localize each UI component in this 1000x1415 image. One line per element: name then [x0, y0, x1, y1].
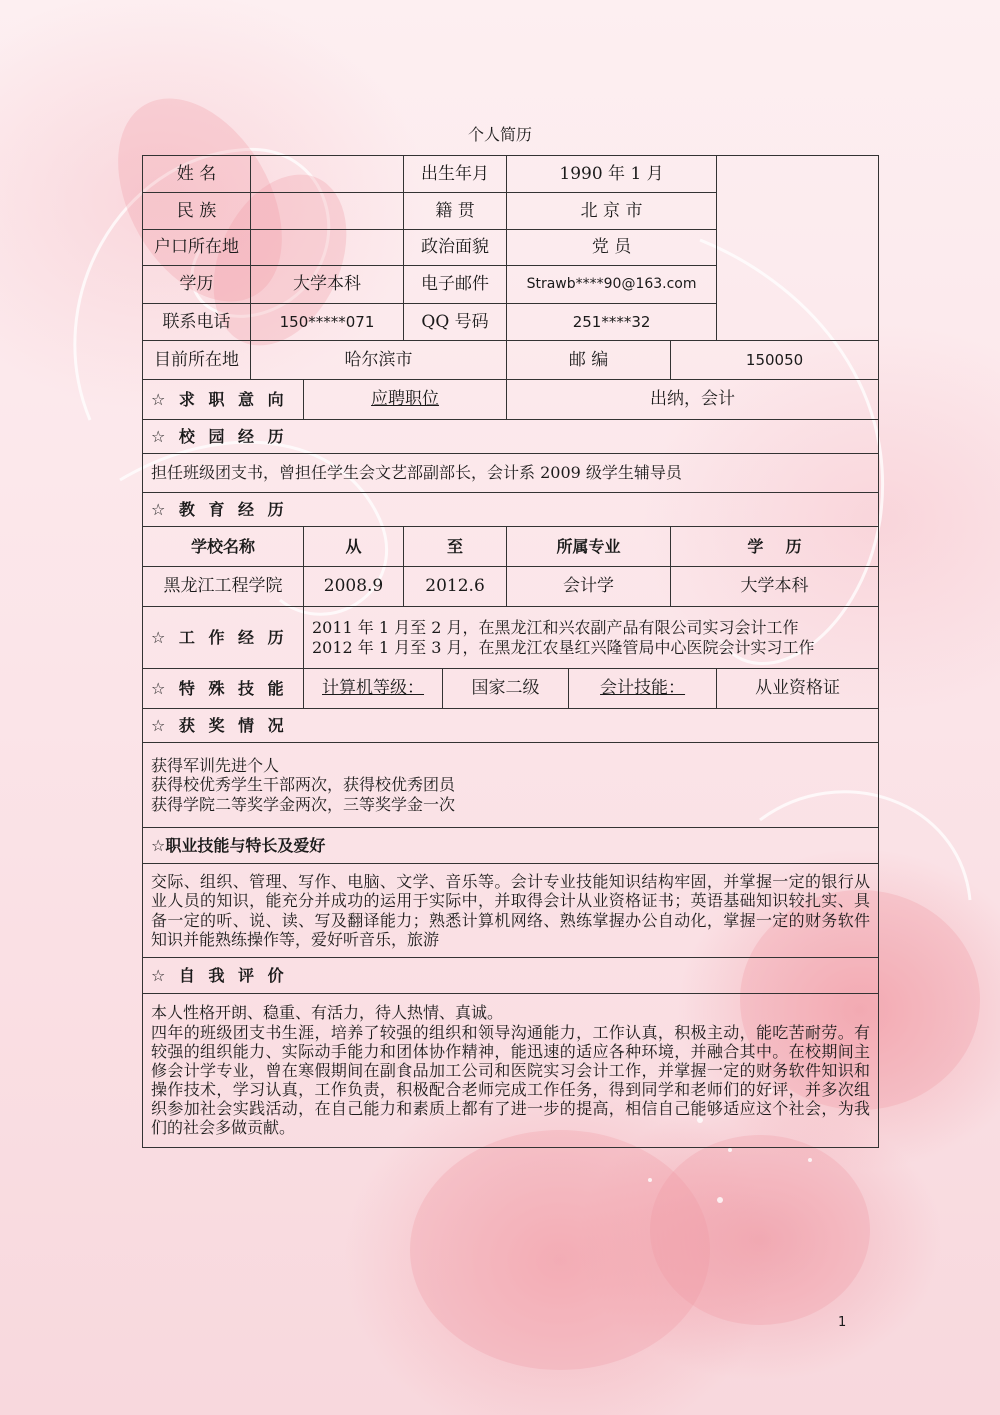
edu-header-from: 从 — [304, 527, 404, 567]
page-number: 1 — [838, 1315, 847, 1330]
hukou-value — [251, 230, 404, 266]
work-heading: ☆ 工 作 经 历 — [143, 607, 304, 669]
self-lines — [143, 994, 879, 1148]
row-awards-heading — [143, 709, 879, 743]
education-label: 学历 — [143, 266, 251, 304]
political-label: 政治面貌 — [404, 230, 507, 266]
awards-heading: ☆ 获 奖 情 况 — [143, 709, 879, 743]
hobbies-text: 交际、组织、管理、写作、电脑、文学、音乐等。会计专业技能知识结构牢固，并掌握一定的银行从业人员的知识，能充分并成功的运用于实际中，并取得会计从业资格证书；英语基础知识较扎实、具备一定的听、说、读、写及翻译能力；熟悉计算机网络、熟练掌握办公自动化，掌握一定的财务软件知识并能熟练操作等，爱好听音乐，旅游 — [143, 864, 879, 958]
row-education-heading — [143, 493, 879, 527]
self-line: 本人性格开朗、稳重、有活力，待人热情、真诚。 — [151, 1003, 504, 1023]
row-hobbies-text — [143, 864, 879, 958]
row-hobbies-heading — [143, 828, 879, 864]
edu-to: 2012.6 — [404, 567, 507, 607]
page-title: 个人简历 — [467, 125, 532, 144]
accounting-label: 会计技能： — [569, 669, 717, 709]
campus-text: 担任班级团支书，曾担任学生会文艺部副部长，会计系 2009 级学生辅导员 — [143, 454, 879, 493]
edu-degree: 大学本科 — [671, 567, 879, 607]
qq-label: QQ 号码 — [404, 304, 507, 341]
row-skills — [143, 669, 879, 709]
row-self-text — [143, 994, 879, 1148]
self-line: 四年的班级团支书生涯，培养了较强的组织和领导沟通能力，工作认真，积极主动，能吃苦耐劳。有较强的组织能力、实际动手能力和团体协作精神，能迅速的适应各种环境，并融合其中。在校期间主修会计学专业，曾在寒假期间在副食品加工公司和医院实习会计工作，并掌握一定的财务软件知识和操作技术，学习认真，工作负责，积极配合老师完成工作任务，得到同学和老师们的好评，并多次组织参加社会实践活动，在自己能力和素质上都有了进一步的提高，相信自己能够适应这个社会，为我们的社会多做贡献。 — [151, 1022, 871, 1138]
ethnicity-label: 民 族 — [143, 193, 251, 230]
birth-value: 1990 年 1 月 — [507, 156, 717, 193]
phone-label: 联系电话 — [143, 304, 251, 341]
position-label: 应聘职位 — [304, 380, 507, 420]
self-heading: ☆ 自 我 评 价 — [143, 958, 879, 994]
native-value: 北 京 市 — [507, 193, 717, 230]
awards-lines — [143, 743, 879, 828]
accounting-value: 从业资格证 — [717, 669, 879, 709]
computer-label: 计算机等级： — [304, 669, 443, 709]
campus-heading: ☆ 校 园 经 历 — [143, 420, 879, 454]
computer-value: 国家二级 — [443, 669, 569, 709]
education-heading: ☆ 教 育 经 历 — [143, 493, 879, 527]
qq-value: 251****32 — [507, 304, 717, 341]
location-label: 目前所在地 — [143, 341, 251, 380]
row-name — [143, 156, 879, 193]
edu-header-degree: 学 历 — [671, 527, 879, 567]
work-line: 2012 年 1 月至 3 月，在黑龙江农垦红兴隆管局中心医院会计实习工作 — [312, 637, 815, 657]
row-self-heading — [143, 958, 879, 994]
email-value: Strawb****90@163.com — [507, 266, 717, 304]
education-value: 大学本科 — [251, 266, 404, 304]
edu-major: 会计学 — [507, 567, 671, 607]
photo-area — [717, 156, 879, 341]
row-work — [143, 607, 879, 669]
name-label: 姓 名 — [143, 156, 251, 193]
job-heading: ☆ 求 职 意 向 — [143, 380, 304, 420]
skills-heading: ☆ 特 殊 技 能 — [143, 669, 304, 709]
row-awards-text — [143, 743, 879, 828]
edu-header-major: 所属专业 — [507, 527, 671, 567]
location-value: 哈尔滨市 — [251, 341, 507, 380]
edu-from: 2008.9 — [304, 567, 404, 607]
email-label: 电子邮件 — [404, 266, 507, 304]
row-campus-text — [143, 454, 879, 493]
ethnicity-value — [251, 193, 404, 230]
resume-table — [142, 155, 879, 1148]
edu-school: 黑龙江工程学院 — [143, 567, 304, 607]
edu-header-school: 学校名称 — [143, 527, 304, 567]
row-location — [143, 341, 879, 380]
row-job-intent — [143, 380, 879, 420]
native-label: 籍 贯 — [404, 193, 507, 230]
edu-header-to: 至 — [404, 527, 507, 567]
work-lines — [304, 607, 879, 669]
hukou-label: 户口所在地 — [143, 230, 251, 266]
birth-label: 出生年月 — [404, 156, 507, 193]
education-header-row — [143, 527, 879, 567]
row-campus-heading — [143, 420, 879, 454]
hobbies-heading: ☆职业技能与特长及爱好 — [143, 828, 879, 864]
award-item: 获得校优秀学生干部两次，获得校优秀团员 — [151, 775, 456, 795]
name-value — [251, 156, 404, 193]
political-value: 党 员 — [507, 230, 717, 266]
award-item: 获得学院二等奖学金两次，三等奖学金一次 — [151, 794, 456, 814]
position-value: 出纳，会计 — [507, 380, 879, 420]
postcode-label: 邮 编 — [507, 341, 671, 380]
education-data-row — [143, 567, 879, 607]
award-item: 获得军训先进个人 — [151, 756, 280, 776]
postcode-value: 150050 — [671, 341, 879, 380]
phone-value: 150*****071 — [251, 304, 404, 341]
work-line: 2011 年 1 月至 2 月，在黑龙江和兴农副产品有限公司实习会计工作 — [312, 618, 799, 638]
